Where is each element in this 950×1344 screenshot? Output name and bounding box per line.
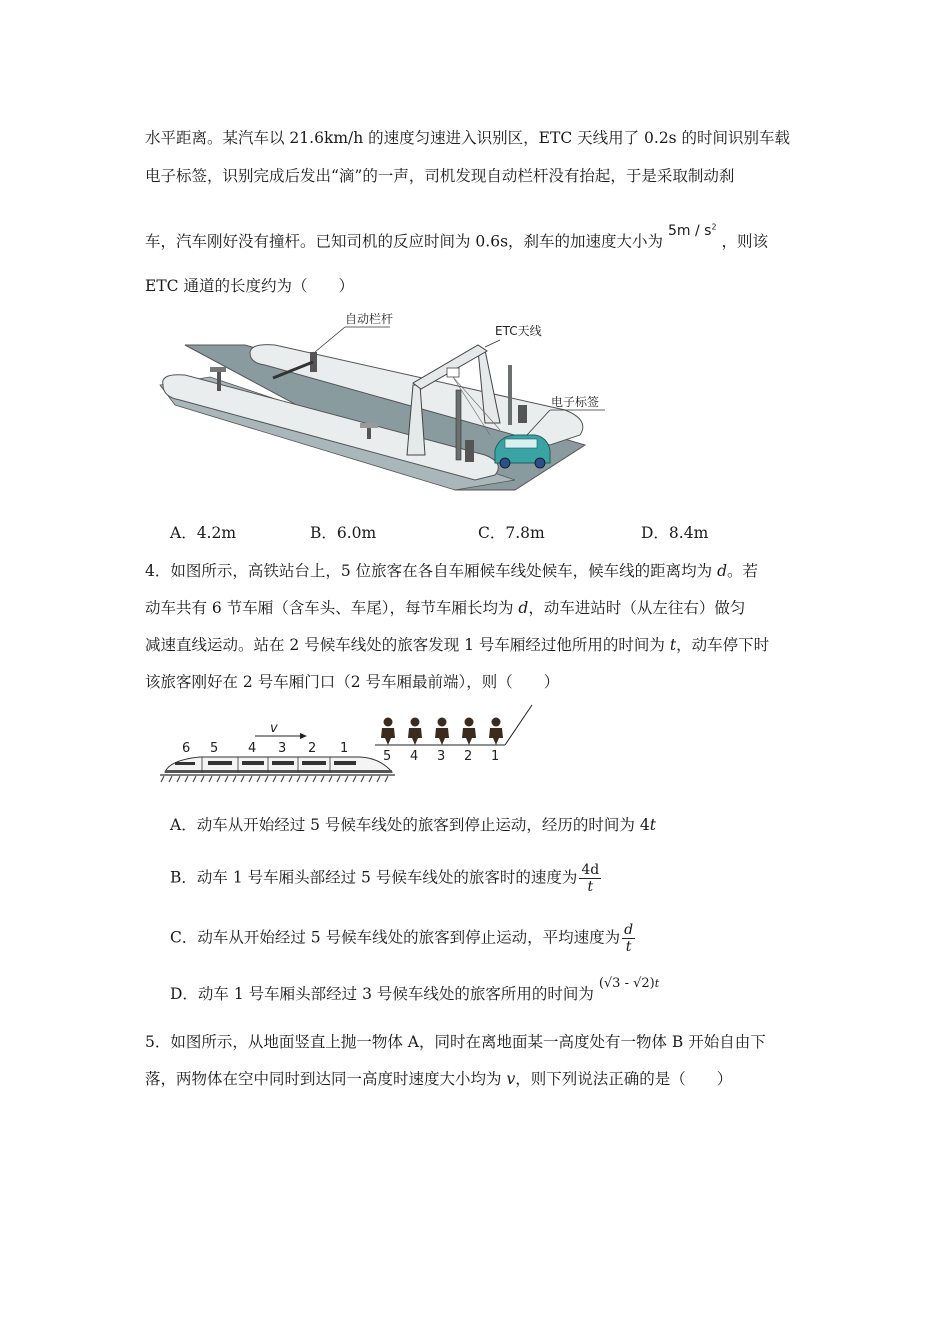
line-number-5: 5: [383, 749, 392, 764]
q4-option-b[interactable]: [170, 862, 601, 895]
label-tag: 电子标签: [551, 395, 600, 409]
fraction-4d-over-t: $\frac{4d}{t}$: [581, 862, 600, 895]
line-number-3: 3: [437, 749, 446, 764]
car-number-2: 2: [308, 741, 317, 756]
label-barrier: 自动栏杆: [345, 312, 394, 326]
q4-option-c[interactable]: [170, 922, 635, 955]
q3-line-3-text: 车，汽车刚好没有撞杆。已知司机的反应时间为 0.6s，刹车的加速度大小为: [145, 232, 664, 251]
passengers: [381, 718, 503, 746]
sqrt-expression: (√3 - √2)t: [598, 976, 660, 991]
q3-line-1: 水平距离。某汽车以 21.6km/h 的速度匀速进入识别区，ETC 天线用了 0.2s 的时间识别车载: [145, 129, 791, 147]
q3-option-b[interactable]: B．6.0m: [310, 524, 377, 542]
line-number-4: 4: [410, 749, 419, 764]
q3-option-a[interactable]: A．4.2m: [170, 524, 237, 542]
acceleration-value: $5m / s^2$: [667, 222, 717, 239]
train-diagram: [160, 700, 540, 785]
q3-option-d[interactable]: D．8.4m: [641, 524, 709, 542]
car-number-5: 5: [210, 741, 219, 756]
car-number-3: 3: [278, 741, 287, 756]
q5-line-2-tail: ，则下列说法正确的是（ ）: [515, 1070, 733, 1088]
car-number-4: 4: [248, 741, 257, 756]
q3-line-2: 电子标签，识别完成后发出“滴”的一声，司机发现自动栏杆没有抬起，于是采取制动刹: [145, 167, 735, 185]
antenna-leader: [485, 340, 500, 347]
var-v: v: [506, 1070, 516, 1088]
q4-option-a[interactable]: [170, 814, 656, 836]
q4-option-d-text: D．动车 1 号车厢头部经过 3 号候车线处的旅客所用的时间为: [170, 985, 594, 1003]
q3-line-3-tail: ，则该: [721, 232, 768, 251]
q4-option-c-text: C．动车从开始经过 5 号候车线处的旅客到停止运动，平均速度为: [170, 928, 621, 947]
q4-line-3-tail: ，动车停下时: [676, 636, 770, 654]
q3-option-c[interactable]: C．7.8m: [478, 524, 545, 542]
q4-line-3: [145, 634, 769, 656]
q4-line-2-text: 动车共有 6 节车厢（含车头、车尾），每节车厢长均为: [145, 599, 519, 617]
q4-option-a-text: A．动车从开始经过 5 号候车线处的旅客到停止运动，经历的时间为 4: [170, 816, 650, 834]
q4-line-2-tail: ，动车进站时（从左往右）做匀: [528, 599, 746, 617]
var-t: t: [649, 816, 656, 834]
car-number-1: 1: [340, 741, 349, 756]
velocity-label: v: [270, 721, 278, 736]
q4-line-4: 该旅客刚好在 2 号车厢门口（2 号车厢最前端），则（ ）: [145, 673, 560, 691]
q4-line-2: [145, 597, 745, 619]
etc-diagram: [155, 305, 605, 495]
q4-option-b-text: B．动车 1 号车厢头部经过 5 号候车线处的旅客时的速度为: [170, 868, 578, 887]
q3-line-3: [145, 222, 768, 254]
var-t: t: [669, 636, 677, 654]
q3-line-4: ETC 通道的长度约为（ ）: [145, 277, 354, 295]
q5-line-2: [145, 1068, 732, 1090]
q5-line-1: 5．如图所示，从地面竖直上抛一物体 A，同时在离地面某一高度处有一物体 B 开始自由下: [145, 1033, 766, 1051]
q4-line-1-tail: 。若: [727, 562, 759, 580]
q5-line-2-text: 落，两物体在空中同时到达同一高度时速度大小均为: [145, 1070, 507, 1088]
q4-line-3-text: 减速直线运动。站在 2 号候车线处的旅客发现 1 号车厢经过他所用的时间为: [145, 636, 670, 654]
label-antenna: ETC天线: [495, 324, 542, 338]
car-number-6: 6: [182, 741, 191, 756]
q4-line-1: [145, 560, 758, 582]
var-d: d: [717, 562, 728, 580]
var-d: d: [518, 599, 529, 617]
line-number-1: 1: [491, 749, 500, 764]
q4-line-1-text: 4．如图所示，高铁站台上，5 位旅客在各自车厢候车线处候车，候车线的距离均为: [145, 562, 718, 580]
fraction-d-over-t: $\frac{d}{t}$: [624, 922, 634, 955]
q4-option-d[interactable]: [170, 976, 660, 1007]
line-number-2: 2: [464, 749, 473, 764]
barrier-leader: [315, 327, 345, 352]
